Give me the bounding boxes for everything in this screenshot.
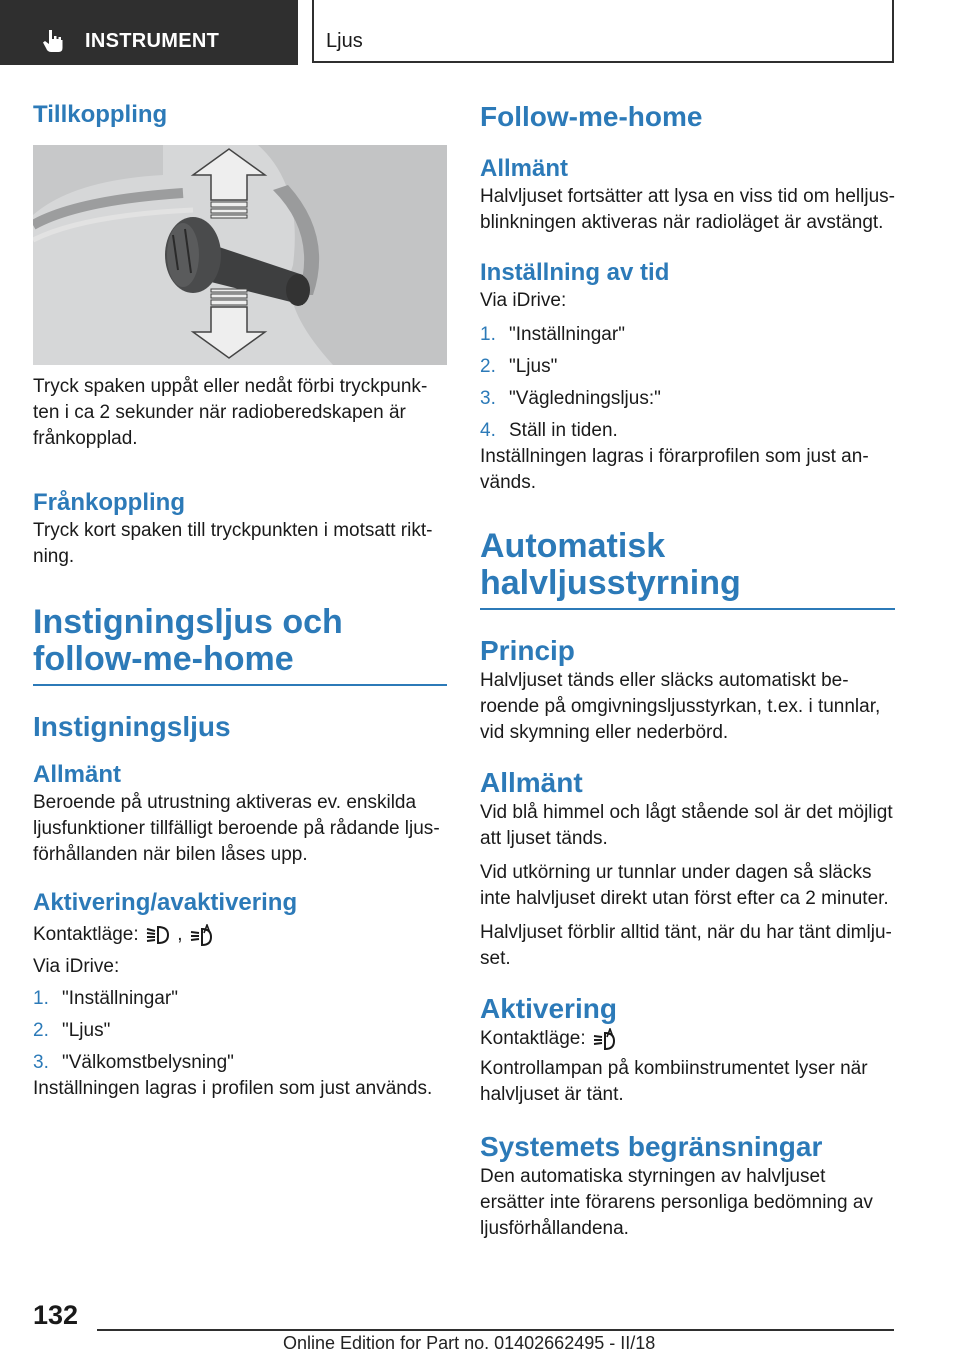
tillkoppling-text: Tryck spaken uppåt eller nedåt förbi tryckpunkten i ca 2 sekunder när radioberedskapen är frånkopplad. <box>33 376 428 449</box>
idrive-steps-list <box>33 986 447 1076</box>
begransningar-text: Den automatiska styrningen av halvljuset ersätter inte förarens personliga bedömning av ljusförhållandena. <box>480 1166 873 1239</box>
princip-heading: Princip <box>480 635 575 666</box>
allmant-text: Halvljuset fortsätter att lysa en viss tid om helljusblinkningen aktiveras när radioläget är avstängt. <box>480 186 895 233</box>
edition-text: Online Edition for Part no. 01402662495 - II/18 <box>283 1333 656 1353</box>
list-item: 2. "Ljus" <box>33 1020 111 1041</box>
allmant2-p1: Vid blå himmel och lågt stående sol är det möjligt att ljuset tänds. <box>480 802 893 849</box>
allmant2-p3: Halvljuset förblir alltid tänt, när du har tänt dimljuset. <box>480 922 892 969</box>
time-steps-list <box>480 322 895 444</box>
turn-signal-lever-illustration <box>33 145 447 365</box>
kontaktlage-label: Kontaktläge: <box>480 1028 586 1049</box>
frankoppling-heading: Frånkoppling <box>33 489 185 516</box>
frankoppling-text: Tryck kort spaken till tryckpunkten i motsatt riktning. <box>33 520 433 567</box>
kontaktlage-label: Kontaktläge: <box>33 924 139 945</box>
allmant2-p2: Vid utkörning ur tunnlar under dagen så släcks inte halvljuset direkt utan först efter ca 2 minuter. <box>480 862 889 909</box>
list-item: 1. "Inställningar" <box>480 324 625 345</box>
closing-text: Inställningen lagras i profilen som just används. <box>33 1078 433 1099</box>
main-heading: Instigningsljus och follow-me-home <box>33 604 447 686</box>
section-label: INSTRUMENT <box>85 30 220 52</box>
low-beam-icon <box>144 924 172 946</box>
auto-headlight-icon <box>591 1028 619 1050</box>
left-column <box>33 100 447 1102</box>
pointing-hand-icon <box>40 28 66 54</box>
kontaktlage-line <box>33 922 447 948</box>
footer-divider <box>97 1329 894 1331</box>
topic-label: Ljus <box>326 30 363 52</box>
instigningsljus-heading: Instigningsljus <box>33 711 231 742</box>
installning-text: Inställningen lagras i förarprofilen som just används. <box>480 446 869 493</box>
list-item: 4. Ställ in tiden. <box>480 420 618 441</box>
list-item: 3. "Välkomstbelysning" <box>33 1052 234 1073</box>
princip-text: Halvljuset tänds eller släcks automatiskt beroende på omgivningsljusstyrkan, t.ex. i tunnlar, vid skymning eller nederbörd. <box>480 670 881 743</box>
followme-heading: Follow-me-home <box>480 101 703 132</box>
aktivering-heading: Aktivering/avaktivering <box>33 889 298 916</box>
installning-heading: Inställning av tid <box>480 259 670 286</box>
begransningar-heading: Systemets begränsningar <box>480 1131 823 1162</box>
via-idrive-label: Via iDrive: <box>33 956 120 977</box>
page-number: 132 <box>33 1300 79 1330</box>
tillkoppling-heading: Tillkoppling <box>33 101 168 128</box>
auto-headlight-icon <box>188 924 216 946</box>
allmant-heading: Allmänt <box>480 155 569 182</box>
auto-heading: Automatisk halvljusstyrning <box>480 528 895 610</box>
aktivering-text: Kontrollampan på kombiinstrumentet lyser när halvljuset är tänt. <box>480 1058 868 1105</box>
list-item: 3. "Vägledningsljus:" <box>480 388 661 409</box>
allmant2-heading: Allmänt <box>480 767 583 798</box>
right-column <box>480 100 895 1242</box>
kontaktlage-line <box>480 1026 895 1052</box>
section-tab <box>0 0 298 65</box>
list-item: 2. "Ljus" <box>480 356 558 377</box>
allmant-heading: Allmänt <box>33 761 122 788</box>
via-idrive-label: Via iDrive: <box>480 290 567 311</box>
aktivering-heading: Aktivering <box>480 993 617 1024</box>
kontaktlage-sep: , <box>177 924 183 945</box>
list-item: 1. "Inställningar" <box>33 988 178 1009</box>
allmant-text: Beroende på utrustning aktiveras ev. enskilda ljusfunktioner tillfälligt beroende på rådande ljusförhållanden när bilen låses upp. <box>33 792 440 865</box>
topic-tab <box>312 0 894 63</box>
